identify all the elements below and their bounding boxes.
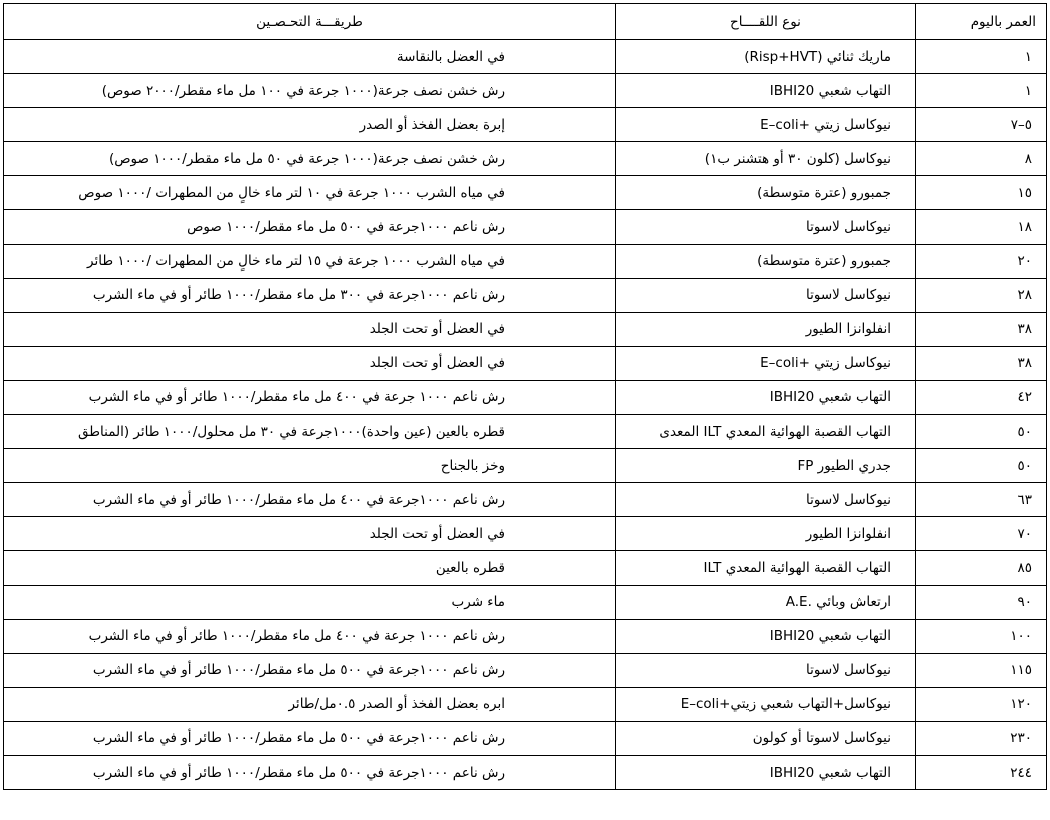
table-row — [4, 346, 1047, 380]
age-cell: ١ — [916, 40, 1047, 74]
table-row — [4, 176, 1047, 210]
table-row — [4, 653, 1047, 687]
method-cell: في مياه الشرب ١٠٠٠ جرعة في ١٥ لتر ماء خالٍ من المطهرات /١٠٠٠ طائر — [4, 244, 616, 278]
vaccine-cell: التهاب شعبي IBHI20 — [616, 619, 916, 653]
table-row — [4, 108, 1047, 142]
table-row — [4, 687, 1047, 721]
table-row — [4, 449, 1047, 483]
vaccination-schedule-table — [3, 3, 1047, 790]
vaccine-cell: انفلوانزا الطيور — [616, 312, 916, 346]
method-cell: في العضل بالنقاسة — [4, 40, 616, 74]
table-row — [4, 142, 1047, 176]
age-cell: ٨٥ — [916, 551, 1047, 585]
vaccine-cell: نيوكاسل+التهاب شعبي زيتي+E–coli — [616, 687, 916, 721]
vaccine-cell: ارتعاش وبائي .A.E — [616, 585, 916, 619]
age-cell: ٣٨ — [916, 312, 1047, 346]
age-cell: ٧٠ — [916, 517, 1047, 551]
table-row — [4, 40, 1047, 74]
table-row — [4, 244, 1047, 278]
vaccine-cell: جمبورو (عترة متوسطة) — [616, 176, 916, 210]
vaccine-cell: التهاب القصبة الهوائية المعدي ILT — [616, 551, 916, 585]
method-cell: قطره بالعين — [4, 551, 616, 585]
age-cell: ٥٠ — [916, 449, 1047, 483]
method-cell: ابره بعضل الفخذ أو الصدر ٠.٥مل/طائر — [4, 687, 616, 721]
vaccine-cell: انفلوانزا الطيور — [616, 517, 916, 551]
method-cell: رش ناعم ١٠٠٠جرعة في ٥٠٠ مل ماء مقطر/١٠٠٠ صوص — [4, 210, 616, 244]
age-cell: ٢٨ — [916, 278, 1047, 312]
method-cell: في العضل أو تحت الجلد — [4, 312, 616, 346]
vaccine-cell: نيوكاسل زيتي +E–coli — [616, 108, 916, 142]
age-cell: ٩٠ — [916, 585, 1047, 619]
method-cell: رش ناعم ١٠٠٠جرعة في ٥٠٠ مل ماء مقطر/١٠٠٠ طائر أو في ماء الشرب — [4, 721, 616, 755]
method-cell: رش ناعم ١٠٠٠ جرعة في ٤٠٠ مل ماء مقطر/١٠٠٠ طائر أو في ماء الشرب — [4, 380, 616, 414]
vaccine-cell: التهاب شعبي IBHI20 — [616, 755, 916, 789]
vaccine-cell: نيوكاسل زيتي +E–coli — [616, 346, 916, 380]
vaccine-cell: نيوكاسل لاسوتا — [616, 278, 916, 312]
age-cell: ٣٨ — [916, 346, 1047, 380]
vaccine-cell: التهاب شعبي IBHI20 — [616, 380, 916, 414]
table-row — [4, 551, 1047, 585]
vaccine-cell: نيوكاسل لاسوتا أو كولون — [616, 721, 916, 755]
age-cell: ١٢٠ — [916, 687, 1047, 721]
age-cell: ١١٥ — [916, 653, 1047, 687]
method-cell: رش ناعم ١٠٠٠ جرعة في ٤٠٠ مل ماء مقطر/١٠٠٠ طائر أو في ماء الشرب — [4, 619, 616, 653]
vaccine-cell: نيوكاسل لاسوتا — [616, 653, 916, 687]
age-cell: ٢٣٠ — [916, 721, 1047, 755]
table-body — [4, 40, 1047, 790]
vaccine-cell: نيوكاسل لاسوتا — [616, 483, 916, 517]
age-cell: ١ — [916, 74, 1047, 108]
table-row — [4, 721, 1047, 755]
method-cell: رش ناعم ١٠٠٠جرعة في ٤٠٠ مل ماء مقطر/١٠٠٠ طائر أو في ماء الشرب — [4, 483, 616, 517]
vaccine-cell: التهاب شعبي IBHI20 — [616, 74, 916, 108]
vaccine-cell: نيوكاسل (كلون ٣٠ أو هتشنر ب١) — [616, 142, 916, 176]
table-header-row — [4, 4, 1047, 40]
method-cell: رش ناعم ١٠٠٠جرعة في ٥٠٠ مل ماء مقطر/١٠٠٠ طائر أو في ماء الشرب — [4, 653, 616, 687]
age-cell: ٢٠ — [916, 244, 1047, 278]
vaccine-cell: جمبورو (عترة متوسطة) — [616, 244, 916, 278]
table-row — [4, 210, 1047, 244]
table-row — [4, 585, 1047, 619]
method-cell: في العضل أو تحت الجلد — [4, 346, 616, 380]
age-cell: ٢٤٤ — [916, 755, 1047, 789]
header-age: العمر باليوم — [916, 4, 1047, 40]
method-cell: رش ناعم ١٠٠٠جرعة في ٥٠٠ مل ماء مقطر/١٠٠٠ طائر أو في ماء الشرب — [4, 755, 616, 789]
header-vaccine-type: نوع اللقــــاح — [616, 4, 916, 40]
table-row — [4, 483, 1047, 517]
method-cell: رش خشن نصف جرعة(١٠٠٠ جرعة في ١٠٠ مل ماء مقطر/٢٠٠٠ صوص) — [4, 74, 616, 108]
method-cell: في العضل أو تحت الجلد — [4, 517, 616, 551]
table-row — [4, 517, 1047, 551]
age-cell: ١٥ — [916, 176, 1047, 210]
table-row — [4, 278, 1047, 312]
vaccine-cell: نيوكاسل لاسوتا — [616, 210, 916, 244]
method-cell: ماء شرب — [4, 585, 616, 619]
method-cell: في مياه الشرب ١٠٠٠ جرعة في ١٠ لتر ماء خالٍ من المطهرات /١٠٠٠ صوص — [4, 176, 616, 210]
table-row — [4, 619, 1047, 653]
table-row — [4, 312, 1047, 346]
method-cell: رش ناعم ١٠٠٠جرعة في ٣٠٠ مل ماء مقطر/١٠٠٠ طائر أو في ماء الشرب — [4, 278, 616, 312]
age-cell: ١٠٠ — [916, 619, 1047, 653]
age-cell: ٦٣ — [916, 483, 1047, 517]
table-row — [4, 755, 1047, 789]
age-cell: ١٨ — [916, 210, 1047, 244]
age-cell: ٤٢ — [916, 380, 1047, 414]
table-row — [4, 74, 1047, 108]
vaccine-cell: التهاب القصبة الهوائية المعدي ILT المعدى — [616, 415, 916, 449]
method-cell: إبرة بعضل الفخذ أو الصدر — [4, 108, 616, 142]
age-cell: ٥–٧ — [916, 108, 1047, 142]
table-row — [4, 380, 1047, 414]
vaccine-cell: جدري الطيور FP — [616, 449, 916, 483]
method-cell: رش خشن نصف جرعة(١٠٠٠ جرعة في ٥٠ مل ماء مقطر/١٠٠٠ صوص) — [4, 142, 616, 176]
age-cell: ٨ — [916, 142, 1047, 176]
table-row — [4, 415, 1047, 449]
header-vaccination-method: طريقـــة التحـصـين — [4, 4, 616, 40]
age-cell: ٥٠ — [916, 415, 1047, 449]
vaccine-cell: ماريك ثنائي (Risp+HVT) — [616, 40, 916, 74]
method-cell: وخز بالجناح — [4, 449, 616, 483]
method-cell: قطره بالعين (عين واحدة)١٠٠٠جرعة في ٣٠ مل محلول/١٠٠٠ طائر (المناطق — [4, 415, 616, 449]
